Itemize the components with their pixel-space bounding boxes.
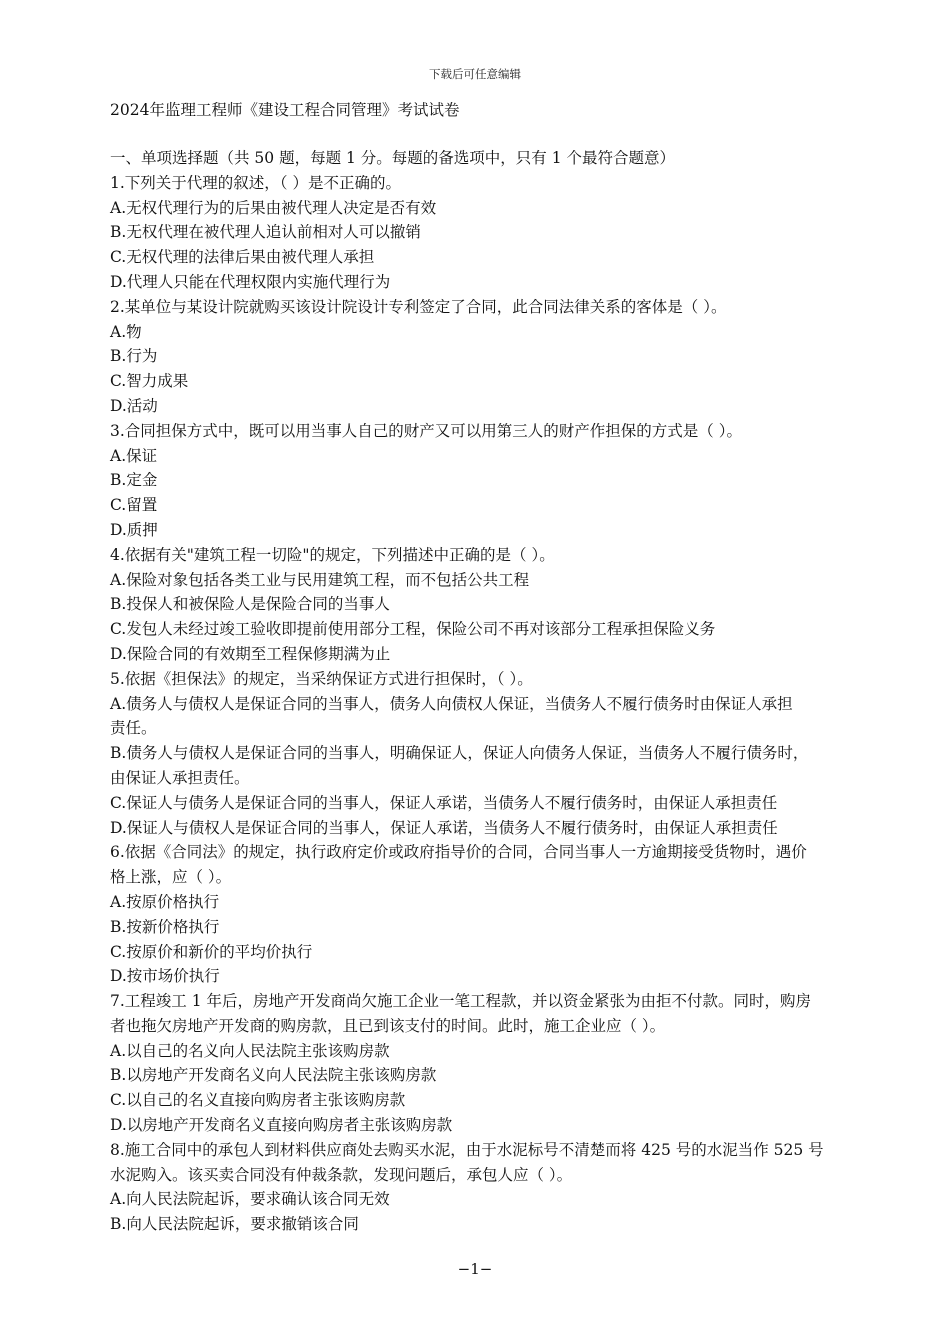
text-line: A.物 <box>110 322 142 341</box>
text-line: 2.某单位与某设计院就购买该设计院设计专利签定了合同，此合同法律关系的客体是（ ）。 <box>110 297 727 316</box>
document-body <box>110 146 870 1237</box>
text-line: 3.合同担保方式中，既可以用当事人自己的财产又可以用第三人的财产作担保的方式是（ ）。 <box>110 421 742 440</box>
text-line: B.以房地产开发商名义向人民法院主张该购房款 <box>110 1066 437 1085</box>
text-line: A.保证 <box>110 446 158 465</box>
text-line: 者也拖欠房地产开发商的购房款，且已到该支付的时间。此时，施工企业应（ ）。 <box>110 1016 666 1035</box>
text-line: C.留置 <box>110 496 158 515</box>
text-line: B.行为 <box>110 347 158 366</box>
text-line: C.保证人与债务人是保证合同的当事人，保证人承诺，当债务人不履行债务时，由保证人承担责任 <box>110 793 778 812</box>
document-title: 2024年监理工程师《建设工程合同管理》考试试卷 <box>110 101 460 119</box>
text-line: D.以房地产开发商名义直接向购房者主张该购房款 <box>110 1116 453 1135</box>
text-line: B.债务人与债权人是保证合同的当事人，明确保证人，保证人向债务人保证，当债务人不履行债务时， <box>110 744 809 763</box>
text-line: B.定金 <box>110 471 158 490</box>
text-line: A.向人民法院起诉，要求确认该合同无效 <box>110 1190 390 1209</box>
text-line: 8.施工合同中的承包人到材料供应商处去购买水泥，由于水泥标号不清楚而将 425 号的水泥当作 525 号 <box>110 1140 824 1159</box>
text-line: D.质押 <box>110 520 158 539</box>
text-line: A.债务人与债权人是保证合同的当事人，债务人向债权人保证，当债务人不履行债务时由保证人承担 <box>110 694 793 713</box>
text-line: 水泥购入。该买卖合同没有仲裁条款，发现问题后，承包人应（ ）。 <box>110 1165 573 1184</box>
page-header: 下载后可任意编辑 <box>429 67 521 81</box>
text-line: 7.工程竣工 1 年后，房地产开发商尚欠施工企业一笔工程款，并以资金紧张为由拒不付款。同时，购房 <box>110 992 812 1011</box>
text-line: B.投保人和被保险人是保险合同的当事人 <box>110 595 390 614</box>
text-line: 1.下列关于代理的叙述，（ ）是不正确的。 <box>110 173 401 192</box>
text-line: C.智力成果 <box>110 372 189 391</box>
text-line: 一、单项选择题（共 50 题，每题 1 分。每题的备选项中，只有 1 个最符合题意） <box>110 149 676 167</box>
text-line: D.活动 <box>110 396 158 415</box>
text-line: C.发包人未经过竣工验收即提前使用部分工程，保险公司不再对该部分工程承担保险义务 <box>110 620 716 639</box>
text-line: A.保险对象包括各类工业与民用建筑工程，而不包括公共工程 <box>110 570 530 589</box>
text-line: C.无权代理的法律后果由被代理人承担 <box>110 248 375 267</box>
text-line: A.以自己的名义向人民法院主张该购房款 <box>110 1041 390 1060</box>
text-line: 责任。 <box>110 719 157 738</box>
text-line: C.以自己的名义直接向购房者主张该购房款 <box>110 1091 406 1110</box>
text-line: 6.依据《合同法》的规定，执行政府定价或政府指导价的合同，合同当事人一方逾期接受货物时，遇价 <box>110 843 807 862</box>
text-line: D.保险合同的有效期至工程保修期满为止 <box>110 644 391 663</box>
text-line: D.按市场价执行 <box>110 967 220 986</box>
text-line: 5.依据《担保法》的规定，当采纳保证方式进行担保时，（ ）。 <box>110 669 533 688</box>
text-line: B.按新价格执行 <box>110 917 220 936</box>
text-line: D.保证人与债权人是保证合同的当事人，保证人承诺，当债务人不履行债务时，由保证人承担责任 <box>110 818 778 837</box>
text-line: B.向人民法院起诉，要求撤销该合同 <box>110 1215 359 1234</box>
text-line: A.无权代理行为的后果由被代理人决定是否有效 <box>110 198 437 217</box>
text-line: 由保证人承担责任。 <box>110 768 250 787</box>
page-number: −1− <box>457 1260 493 1278</box>
text-line: 格上涨，应（ ）。 <box>110 868 232 887</box>
text-line: D.代理人只能在代理权限内实施代理行为 <box>110 272 391 291</box>
text-line: 4.依据有关"建筑工程一切险"的规定，下列描述中正确的是（ ）。 <box>110 545 555 564</box>
text-line: A.按原价格执行 <box>110 892 220 911</box>
text-line: C.按原价和新价的平均价执行 <box>110 942 313 961</box>
text-line: B.无权代理在被代理人追认前相对人可以撤销 <box>110 223 421 242</box>
